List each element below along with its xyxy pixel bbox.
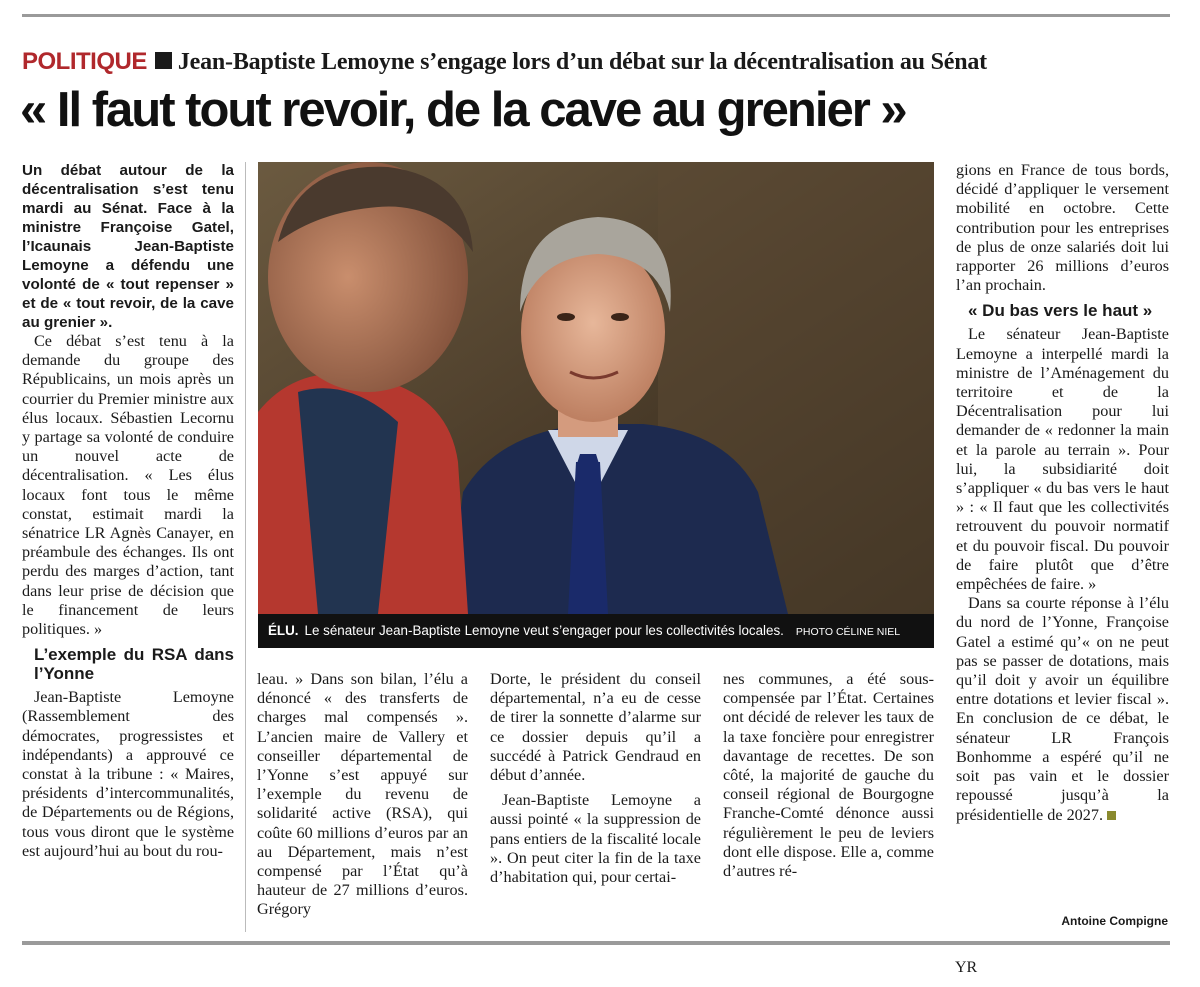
col5-paragraph-2: Le sénateur Jean-Baptiste Lemoyne a interpellé mardi la ministre de l’Aménagement du territoire et de la Décentralisation pour lui demander de « redonner la main et la parole au terrain ». Pour lui, la subsidiarité doit s’appliquer « du bas vers le haut » : « Il faut que les collectivités retrouvent du pouvoir normatif et du pouvoir fiscal. Du pouvoir de faire plutôt que d’être empêchées de faire. »: [956, 325, 1169, 594]
footer-label: YR: [955, 959, 978, 976]
kicker-subtitle: Jean-Baptiste Lemoyne s’engage lors d’un débat sur la décentralisation au Sénat: [177, 49, 987, 75]
col1-paragraph-1: Ce débat s’est tenu à la demande du groupe des Républicains, un mois après un courrier du Premier ministre aux élus locaux. Sébastien Lecornu y partage sa volonté de conduire un nouvel acte de décentralisation. « Les élus locaux font tous le même constat, estimait mardi la sénatrice LR Agnès Canayer, en préambule des échanges. Ils ont perdu des marges d’action, tant dans leur prise de décision que le financement de leurs politiques. »: [22, 332, 234, 639]
article-photo: [258, 162, 934, 614]
kicker: [22, 48, 987, 76]
subhead-du-bas: « Du bas vers le haut »: [968, 301, 1153, 321]
col1-paragraph-2: Jean-Baptiste Lemoyne (Rassemblement des démocrates, progressistes et indépendants) a approuvé ce constat à la tribune : « Maires, présidents d’intercommunalités, de Départements ou de Régions, tous vous diront que le système est aujourd’hui au bout du rou-: [22, 688, 234, 860]
photo-illustration: [258, 162, 934, 614]
column-5: [956, 161, 1169, 825]
caption-text: Le sénateur Jean-Baptiste Lemoyne veut s’engager pour les collectivités locales.: [304, 623, 784, 638]
top-rule: [22, 14, 1170, 17]
kicker-square-icon: [155, 52, 172, 69]
col4-paragraph-1: nes communes, a été sous-compensée par l’État. Certaines ont décidé de relever les taux de la taxe foncière pour enregistrer davantage de recettes. De son côté, la majorité de gauche du conseil régional de Bourgogne Franche-Comté dénonce aussi régulièrement le peu de leviers dont elle dispose. Elle a, comme d’autres ré-: [723, 670, 934, 881]
column-1: [22, 161, 234, 861]
col5-paragraph-3-text: Dans sa courte réponse à l’élu du nord de l’Yonne, Françoise Gatel a estimé qu’« on ne peut pas se passer de dotations, mais qu’il doit y avoir un équilibre entre dotations et levier fiscal ». En conclusion de ce débat, le sénateur LR François Bonhomme a espéré qu’il ne soit pas vain et le dossier repoussé jusqu’à la présidentielle de 2027.: [956, 594, 1169, 824]
col3-paragraph-2: Jean-Baptiste Lemoyne a aussi pointé « la suppression de pans entiers de la fiscalité locale ». On peut citer la fin de la taxe d’habitation qui, pour certai-: [490, 791, 701, 887]
headline: « Il faut tout revoir, de la cave au grenier »: [20, 83, 906, 137]
column-3: [490, 670, 701, 887]
col5-paragraph-3: [956, 594, 1169, 824]
subhead-rsa: L’exemple du RSA dans l’Yonne: [34, 645, 234, 684]
col2-paragraph-1: leau. » Dans son bilan, l’élu a dénoncé « des transferts de charges mal compensés ». L’ancien maire de Vallery et conseiller départemental de l’Yonne s’est appuyé sur l’exemple du revenu de solidarité active (RSA), qui coûte 60 millions d’euros par an au Département, mais n’est compensé par l’État qu’à hauteur de 27 millions d’euros. Grégory: [257, 670, 468, 919]
bottom-rule: [22, 941, 1170, 945]
photo-caption: [258, 614, 934, 648]
byline: Antoine Compigne: [1061, 914, 1168, 928]
column-4: [723, 670, 934, 881]
column-divider: [245, 162, 246, 932]
col5-paragraph-1: gions en France de tous bords, décidé d’appliquer le versement mobilité en octobre. Cette contribution pour les entreprises de plus de onze salariés doit lui rapporter 26 millions d’euros l’an prochain.: [956, 161, 1169, 295]
caption-label: ÉLU.: [268, 623, 299, 638]
end-mark-icon: [1107, 811, 1116, 820]
column-2: [257, 670, 468, 920]
rubric-label: POLITIQUE: [22, 48, 147, 75]
photo-credit: PHOTO CÉLINE NIEL: [795, 626, 901, 638]
col3-paragraph-1: Dorte, le président du conseil départemental, n’a eu de cesse de tirer la sonnette d’alarme sur ce dossier depuis qu’il a succédé à Patrick Gendraud en début d’année.: [490, 670, 701, 785]
lede: Un débat autour de la décentralisation s’est tenu mardi au Sénat. Face à la ministre Françoise Gatel, l’Icaunais Jean-Baptiste Lemoyne a défendu une volonté de « tout repenser » et de « tout revoir, de la cave au grenier ».: [22, 162, 234, 331]
